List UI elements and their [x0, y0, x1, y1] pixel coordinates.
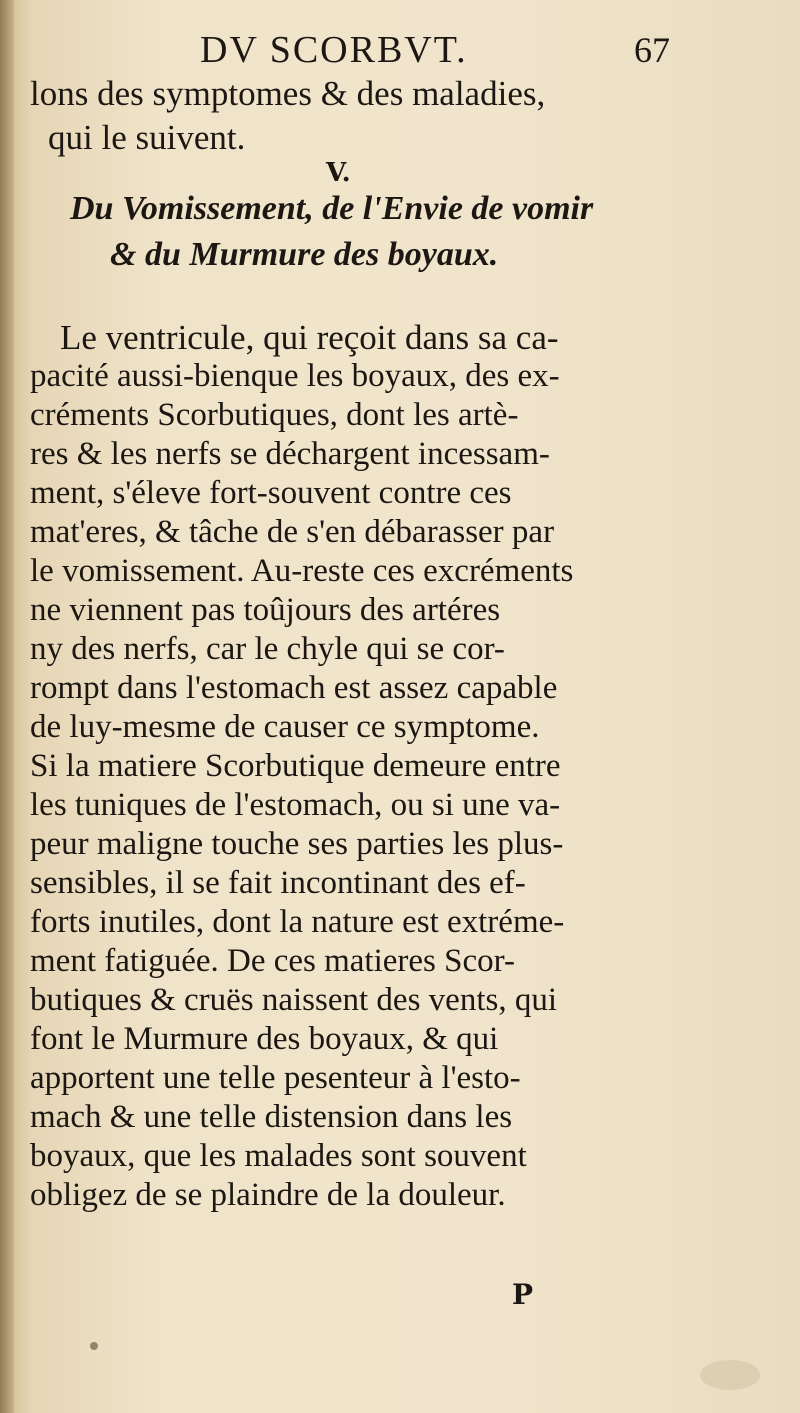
text-line: peur maligne touche ses parties les plus-: [30, 826, 564, 862]
text-line: les tuniques de l'estomach, ou si une va-: [30, 787, 561, 823]
running-head: DV SCORBVT.: [200, 29, 468, 71]
page-number: 67: [634, 30, 670, 70]
page-gutter: [0, 0, 14, 1413]
text-line: sensibles, il se fait incontinant des ef-: [30, 865, 526, 901]
section-heading: [30, 186, 670, 278]
text-line: créments Scorbutiques, dont les artè-: [30, 397, 519, 433]
text-line: ny des nerfs, car le chyle qui se cor-: [30, 631, 505, 667]
heading-line: & du Murmure des boyaux.: [110, 236, 499, 273]
text-line: font le Murmure des boyaux, & qui: [30, 1021, 499, 1057]
page-header: [200, 28, 670, 78]
text-line: obligez de se plaindre de la douleur.: [30, 1177, 506, 1213]
text-line: mat'eres, & tâche de s'en débarasser par: [30, 514, 555, 550]
text-line: le vomissement. Au-reste ces excréments: [30, 553, 574, 589]
text-line: apportent une telle pesenteur à l'esto-: [30, 1060, 521, 1096]
text-line: mach & une telle distension dans les: [30, 1099, 513, 1135]
text-line: de luy-mesme de causer ce symptome.: [30, 709, 540, 745]
text-line: pacité aussi-bienque les boyaux, des ex-: [30, 358, 560, 394]
intro-text: [30, 72, 660, 160]
paper-stain: [700, 1360, 760, 1390]
text-line: qui le suivent.: [48, 118, 246, 157]
section-number: V.: [326, 158, 351, 188]
signature-mark: P: [512, 1278, 534, 1311]
text-line: lons des symptomes & des maladies,: [30, 74, 546, 113]
text-line: ment fatiguée. De ces matieres Scor-: [30, 943, 515, 979]
text-line: Si la matiere Scorbutique demeure entre: [30, 748, 561, 784]
text-line: ne viennent pas toûjours des artéres: [30, 592, 501, 628]
body-text: [30, 318, 660, 1215]
text-line: boyaux, que les malades sont souvent: [30, 1138, 527, 1174]
text-line: Le ventricule, qui reçoit dans sa ca-: [60, 318, 559, 357]
text-line: ment, s'éleve fort-souvent contre ces: [30, 475, 512, 511]
text-line: butiques & cruës naissent des vents, qui: [30, 982, 558, 1018]
heading-line: Du Vomissement, de l'Envie de vomir: [70, 190, 594, 227]
paper-stain: [90, 1342, 98, 1350]
text-line: forts inutiles, dont la nature est extréme-: [30, 904, 565, 940]
text-line: res & les nerfs se déchargent incessam-: [30, 436, 550, 472]
text-line: rompt dans l'estomach est assez capable: [30, 670, 558, 706]
